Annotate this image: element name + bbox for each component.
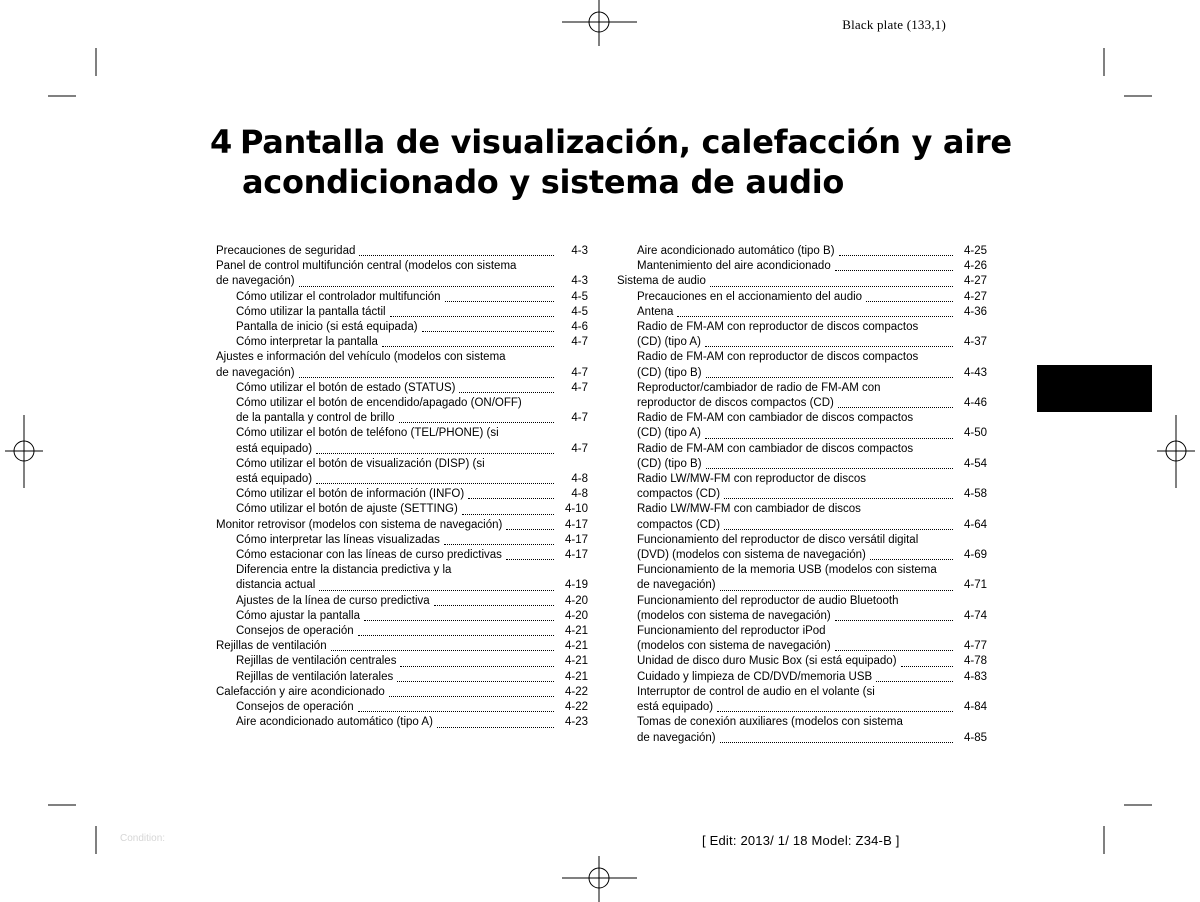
dot-leader bbox=[706, 457, 953, 469]
dot-leader bbox=[444, 533, 554, 545]
toc-entry[interactable] bbox=[216, 426, 588, 456]
toc-entry-text: Cómo utilizar el botón de encendido/apagado (ON/OFF) bbox=[236, 397, 522, 410]
dot-leader bbox=[710, 275, 953, 287]
toc-entry-text: distancia actual bbox=[236, 579, 316, 592]
dot-leader bbox=[400, 655, 554, 667]
dot-leader bbox=[331, 639, 554, 651]
toc-entry-text: (CD) (tipo A) bbox=[637, 336, 701, 349]
dot-leader bbox=[468, 487, 554, 499]
toc-entry[interactable] bbox=[216, 654, 588, 669]
dot-leader bbox=[319, 579, 554, 591]
toc-entry-text: Mantenimiento del aire acondicionado bbox=[637, 260, 831, 273]
dot-leader bbox=[835, 609, 953, 621]
toc-entry[interactable] bbox=[216, 305, 588, 320]
toc-entry-text: Precauciones en el accionamiento del audio bbox=[637, 290, 863, 303]
dot-leader bbox=[434, 594, 554, 606]
registration-mark-bottom bbox=[562, 856, 637, 902]
toc-entry[interactable] bbox=[216, 335, 588, 350]
toc-entry[interactable] bbox=[216, 639, 588, 654]
toc-entry[interactable] bbox=[617, 624, 987, 654]
toc-entry-text: de navegación) bbox=[637, 579, 716, 592]
dot-leader bbox=[397, 670, 554, 682]
toc-entry[interactable] bbox=[617, 274, 987, 289]
toc-entry[interactable] bbox=[617, 411, 987, 441]
toc-left-column bbox=[216, 244, 588, 731]
toc-entry-text: Tomas de conexión auxiliares (modelos con sistema bbox=[637, 716, 903, 729]
toc-page-number: 4-77 bbox=[963, 640, 987, 653]
toc-entry-text: está equipado) bbox=[236, 473, 313, 486]
toc-entry-text: (DVD) (modelos con sistema de navegación) bbox=[637, 549, 866, 562]
dot-leader bbox=[359, 244, 554, 256]
dot-leader bbox=[705, 427, 953, 439]
dot-leader bbox=[316, 442, 554, 454]
toc-entry-text: Ajustes e información del vehículo (modelos con sistema bbox=[216, 351, 506, 364]
dot-leader bbox=[437, 716, 554, 728]
toc-entry-text: (CD) (tipo A) bbox=[637, 427, 701, 440]
toc-entry-text: (CD) (tipo B) bbox=[637, 457, 702, 470]
toc-entry[interactable] bbox=[216, 700, 588, 715]
dot-leader bbox=[706, 366, 953, 378]
toc-page-number: 4-26 bbox=[963, 260, 987, 273]
chapter-number: 4 bbox=[210, 123, 232, 161]
toc-page-number: 4-25 bbox=[963, 245, 987, 257]
toc-entry[interactable] bbox=[216, 533, 588, 548]
toc-entry-text: Aire acondicionado automático (tipo B) bbox=[637, 245, 835, 257]
toc-entry-text: Cómo utilizar la pantalla táctil bbox=[236, 305, 386, 318]
toc-page-number: 4-22 bbox=[564, 701, 588, 714]
dot-leader bbox=[705, 335, 953, 347]
toc-entry-text: (modelos con sistema de navegación) bbox=[637, 640, 831, 653]
toc-entry-text: Sistema de audio bbox=[617, 275, 706, 288]
toc-entry-text: Pantalla de inicio (si está equipada) bbox=[236, 321, 418, 334]
dot-leader bbox=[866, 290, 953, 302]
toc-page-number: 4-58 bbox=[963, 488, 987, 501]
toc-page-number: 4-10 bbox=[564, 503, 588, 516]
toc-entry-text: Radio de FM-AM con cambiador de discos compactos bbox=[637, 442, 914, 455]
toc-entry-text: (modelos con sistema de navegación) bbox=[637, 609, 831, 622]
toc-page-number: 4-74 bbox=[963, 609, 987, 622]
dot-leader bbox=[445, 290, 554, 302]
toc-entry-text: Rejillas de ventilación centrales bbox=[236, 655, 397, 668]
toc-page-number: 4-21 bbox=[564, 625, 588, 638]
chapter-thumb-tab bbox=[1037, 365, 1152, 412]
toc-entry-text: Panel de control multifunción central (modelos con sistema bbox=[216, 260, 517, 273]
toc-page-number: 4-7 bbox=[571, 381, 588, 394]
dot-leader bbox=[506, 548, 554, 560]
dot-leader bbox=[358, 700, 554, 712]
toc-entry[interactable] bbox=[617, 472, 987, 502]
toc-page-number: 4-37 bbox=[963, 336, 987, 349]
toc-entry[interactable] bbox=[216, 502, 588, 517]
toc-entry-text: Rejillas de ventilación laterales bbox=[236, 670, 394, 683]
toc-entry-text: Aire acondicionado automático (tipo A) bbox=[236, 716, 433, 729]
toc-entry[interactable] bbox=[216, 487, 588, 502]
toc-entry-text: Radio LW/MW-FM con reproductor de discos bbox=[637, 473, 867, 486]
toc-right-column bbox=[617, 244, 987, 746]
toc-page-number: 4-84 bbox=[963, 701, 987, 714]
dot-leader bbox=[364, 609, 554, 621]
toc-entry[interactable] bbox=[617, 290, 987, 305]
dot-leader bbox=[835, 259, 953, 271]
toc-entry[interactable] bbox=[617, 259, 987, 274]
toc-entry[interactable] bbox=[216, 670, 588, 685]
dot-leader bbox=[299, 275, 554, 287]
toc-entry[interactable] bbox=[216, 563, 588, 593]
toc-entry[interactable] bbox=[617, 502, 987, 532]
toc-page-number: 4-36 bbox=[963, 305, 987, 318]
dot-leader bbox=[901, 655, 953, 667]
toc-entry[interactable] bbox=[216, 320, 588, 335]
toc-entry[interactable] bbox=[617, 320, 987, 350]
dot-leader bbox=[717, 700, 953, 712]
toc-page-number: 4-20 bbox=[564, 594, 588, 607]
toc-entry-text: Cómo utilizar el botón de ajuste (SETTING) bbox=[236, 503, 458, 516]
toc-page-number: 4-21 bbox=[564, 670, 588, 683]
toc-entry-text: Interruptor de control de audio en el volante (si bbox=[637, 685, 875, 698]
plate-label: Black plate (133,1) bbox=[842, 17, 946, 32]
toc-entry-text: Cómo utilizar el botón de estado (STATUS) bbox=[236, 381, 456, 394]
dot-leader bbox=[870, 548, 953, 560]
toc-page-number: 4-20 bbox=[564, 609, 588, 622]
dot-leader bbox=[835, 639, 953, 651]
toc-page-number: 4-21 bbox=[564, 640, 588, 653]
dot-leader bbox=[316, 472, 554, 484]
dot-leader bbox=[358, 624, 554, 636]
toc-entry-text: (CD) (tipo B) bbox=[637, 366, 702, 379]
toc-entry-text: Rejillas de ventilación bbox=[216, 640, 327, 653]
toc-entry-text: Reproductor/cambiador de radio de FM-AM con bbox=[637, 381, 881, 394]
toc-page-number: 4-5 bbox=[571, 290, 588, 303]
toc-entry[interactable] bbox=[216, 609, 588, 624]
dot-leader bbox=[724, 518, 953, 530]
toc-entry-text: está equipado) bbox=[236, 442, 313, 455]
dot-leader bbox=[677, 305, 953, 317]
toc-page-number: 4-46 bbox=[963, 397, 987, 410]
toc-page-number: 4-6 bbox=[571, 321, 588, 334]
toc-entry-text: Radio de FM-AM con reproductor de discos compactos bbox=[637, 351, 919, 364]
toc-entry-text: Monitor retrovisor (modelos con sistema de navegación) bbox=[216, 518, 503, 531]
toc-entry-text: Precauciones de seguridad bbox=[216, 245, 356, 257]
toc-entry[interactable] bbox=[216, 548, 588, 563]
toc-page-number: 4-21 bbox=[564, 655, 588, 668]
toc-entry[interactable] bbox=[216, 457, 588, 487]
toc-entry-text: Antena bbox=[637, 305, 674, 318]
toc-entry-text: Funcionamiento del reproductor de audio Bluetooth bbox=[637, 594, 899, 607]
toc-entry-text: de la pantalla y control de brillo bbox=[236, 412, 395, 425]
toc-page-number: 4-3 bbox=[571, 275, 588, 288]
toc-entry-text: Radio de FM-AM con reproductor de discos compactos bbox=[637, 321, 919, 334]
toc-page-number: 4-22 bbox=[564, 685, 588, 698]
registration-mark-left bbox=[5, 415, 43, 488]
toc-entry[interactable] bbox=[216, 594, 588, 609]
toc-entry-text: Ajustes de la línea de curso predictiva bbox=[236, 594, 430, 607]
dot-leader bbox=[839, 244, 953, 256]
toc-page-number: 4-19 bbox=[564, 579, 588, 592]
toc-page-number: 4-7 bbox=[571, 336, 588, 349]
dot-leader bbox=[876, 670, 953, 682]
dot-leader bbox=[506, 518, 554, 530]
toc-entry-text: Cómo utilizar el botón de visualización (DISP) (si bbox=[236, 457, 485, 470]
toc-entry-text: Cómo interpretar la pantalla bbox=[236, 336, 378, 349]
toc-page-number: 4-7 bbox=[571, 442, 588, 455]
chapter-title-line2: acondicionado y sistema de audio bbox=[242, 163, 845, 201]
toc-page-number: 4-64 bbox=[963, 518, 987, 531]
dot-leader bbox=[299, 366, 554, 378]
toc-entry[interactable] bbox=[617, 305, 987, 320]
toc-entry-text: Consejos de operación bbox=[236, 701, 354, 714]
toc-entry-text: Funcionamiento del reproductor de disco versátil digital bbox=[637, 533, 919, 546]
toc-entry[interactable] bbox=[216, 259, 588, 289]
edit-info: [ Edit: 2013/ 1/ 18 Model: Z34-B ] bbox=[702, 833, 900, 848]
toc-entry[interactable] bbox=[216, 381, 588, 396]
toc-entry-text: reproductor de discos compactos (CD) bbox=[637, 397, 834, 410]
toc-entry[interactable] bbox=[216, 518, 588, 533]
toc-entry[interactable] bbox=[216, 244, 588, 259]
toc-page-number: 4-69 bbox=[963, 549, 987, 562]
toc-page-number: 4-17 bbox=[564, 549, 588, 562]
toc-entry-text: Cómo utilizar el botón de teléfono (TEL/PHONE) (si bbox=[236, 427, 499, 440]
toc-entry-text: de navegación) bbox=[637, 731, 716, 744]
toc-entry[interactable] bbox=[617, 350, 987, 380]
toc-entry[interactable] bbox=[617, 563, 987, 593]
toc-entry-text: Funcionamiento de la memoria USB (modelos con sistema bbox=[637, 564, 937, 577]
toc-entry-text: Consejos de operación bbox=[236, 625, 354, 638]
toc-entry[interactable] bbox=[216, 396, 588, 426]
dot-leader bbox=[459, 381, 554, 393]
toc-page-number: 4-5 bbox=[571, 305, 588, 318]
toc-entry[interactable] bbox=[617, 442, 987, 472]
toc-page-number: 4-78 bbox=[963, 655, 987, 668]
toc-entry-text: Cuidado y limpieza de CD/DVD/memoria USB bbox=[637, 670, 873, 683]
toc-entry-text: de navegación) bbox=[216, 275, 295, 288]
toc-entry[interactable] bbox=[216, 685, 588, 700]
toc-page-number: 4-23 bbox=[564, 716, 588, 729]
toc-entry-text: Cómo utilizar el controlador multifunción bbox=[236, 290, 441, 303]
toc-entry[interactable] bbox=[617, 685, 987, 715]
toc-page-number: 4-17 bbox=[564, 533, 588, 546]
toc-entry[interactable] bbox=[216, 290, 588, 305]
toc-page-number: 4-3 bbox=[571, 245, 588, 257]
toc-page-number: 4-71 bbox=[963, 579, 987, 592]
toc-entry-text: de navegación) bbox=[216, 366, 295, 379]
toc-page-number: 4-8 bbox=[571, 473, 588, 486]
toc-entry[interactable] bbox=[617, 244, 987, 259]
dot-leader bbox=[724, 487, 953, 499]
toc-page-number: 4-27 bbox=[963, 275, 987, 288]
toc-entry-text: Diferencia entre la distancia predictiva y la bbox=[236, 564, 452, 577]
chapter-title bbox=[210, 122, 1110, 202]
toc-page-number: 4-54 bbox=[963, 457, 987, 470]
toc-entry-text: compactos (CD) bbox=[637, 488, 721, 501]
toc-entry[interactable] bbox=[617, 715, 987, 745]
toc-page-number: 4-83 bbox=[963, 670, 987, 683]
dot-leader bbox=[720, 579, 953, 591]
dot-leader bbox=[382, 335, 554, 347]
toc-entry[interactable] bbox=[617, 381, 987, 411]
toc-entry[interactable] bbox=[216, 715, 588, 730]
toc-entry-text: está equipado) bbox=[637, 701, 714, 714]
toc-entry-text: compactos (CD) bbox=[637, 518, 721, 531]
toc-entry[interactable] bbox=[216, 350, 588, 380]
dot-leader bbox=[838, 396, 953, 408]
condition-label: Condition: bbox=[120, 833, 166, 844]
toc-entry[interactable] bbox=[617, 533, 987, 563]
toc-entry-text: Cómo ajustar la pantalla bbox=[236, 609, 361, 622]
dot-leader bbox=[422, 320, 554, 332]
toc-page-number: 4-8 bbox=[571, 488, 588, 501]
toc-entry-text: Cómo utilizar el botón de información (INFO) bbox=[236, 488, 465, 501]
dot-leader bbox=[390, 305, 554, 317]
dot-leader bbox=[720, 731, 953, 743]
toc-entry-text: Radio de FM-AM con cambiador de discos compactos bbox=[637, 412, 914, 425]
toc-page-number: 4-7 bbox=[571, 412, 588, 425]
toc-page-number: 4-17 bbox=[564, 518, 588, 531]
toc-entry-text: Cómo estacionar con las líneas de curso predictivas bbox=[236, 549, 502, 562]
dot-leader bbox=[389, 685, 554, 697]
toc-page-number: 4-43 bbox=[963, 366, 987, 379]
chapter-title-line1: Pantalla de visualización, calefacción y aire bbox=[239, 123, 1012, 161]
dot-leader bbox=[399, 411, 554, 423]
toc-entry-text: Cómo interpretar las líneas visualizadas bbox=[236, 533, 440, 546]
toc-entry-text: Calefacción y aire acondicionado bbox=[216, 685, 385, 698]
toc-entry-text: Unidad de disco duro Music Box (si está equipado) bbox=[637, 655, 897, 668]
dot-leader bbox=[462, 503, 554, 515]
toc-entry-text: Radio LW/MW-FM con cambiador de discos bbox=[637, 503, 861, 516]
registration-mark-right bbox=[1157, 415, 1195, 488]
toc-page-number: 4-27 bbox=[963, 290, 987, 303]
toc-entry[interactable] bbox=[617, 594, 987, 624]
toc-entry[interactable] bbox=[617, 670, 987, 685]
toc-page-number: 4-7 bbox=[571, 366, 588, 379]
toc-page-number: 4-50 bbox=[963, 427, 987, 440]
toc-entry-text: Funcionamiento del reproductor iPod bbox=[637, 625, 826, 638]
registration-mark-top bbox=[562, 0, 637, 46]
toc-entry[interactable] bbox=[617, 654, 987, 669]
toc-entry[interactable] bbox=[216, 624, 588, 639]
toc-page-number: 4-85 bbox=[963, 731, 987, 744]
